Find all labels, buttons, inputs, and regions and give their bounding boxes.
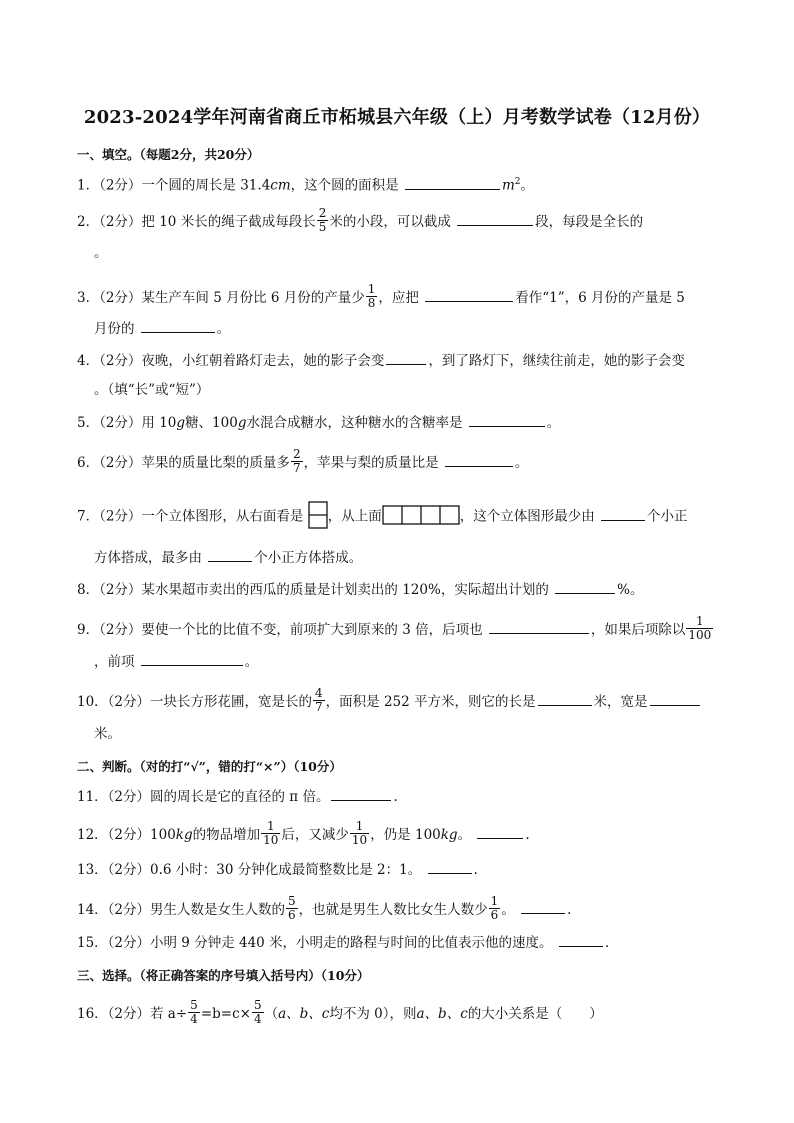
- question-10-cont: 米。: [94, 726, 121, 742]
- question-11: 11．（2分）圆的周长是它的直径的 π 倍。 .: [77, 789, 398, 805]
- question-5: 5．（2分）用 10g糖、100g水混合成糖水，这种糖水的含糖率是 。: [77, 415, 561, 431]
- answer-blank[interactable]: [141, 653, 243, 666]
- answer-blank[interactable]: [457, 213, 533, 226]
- answer-blank[interactable]: [538, 693, 592, 706]
- fraction: $\frac{1}{6}$: [490, 894, 499, 922]
- fraction: $\frac{5}{4}$: [253, 998, 262, 1026]
- question-9-cont: ，前项 。: [94, 654, 259, 670]
- answer-blank[interactable]: [386, 352, 426, 365]
- question-6: 6．（2分）苹果的质量比梨的质量多 $\frac{2}{7}$ ，苹果与梨的质量比是 。: [77, 447, 529, 475]
- answer-blank[interactable]: [601, 508, 645, 521]
- question-4: 4．（2分）夜晚，小红朝着路灯走去，她的影子会变 ，到了路灯下，继续往前走，她的影子会变: [77, 353, 685, 369]
- question-7-cont: 方体搭成，最多由 个小正方体搭成。: [94, 550, 363, 566]
- fraction: $\frac{1}{10}$: [351, 819, 368, 847]
- answer-blank[interactable]: [445, 454, 513, 467]
- answer-blank[interactable]: [555, 581, 615, 594]
- question-9: 9．（2分）要使一个比的比值不变，前项扩大到原来的 3 倍，后项也 ，如果后项除以 $\frac{1}{100}$: [77, 614, 712, 642]
- fraction: $\frac{5}{4}$: [190, 998, 198, 1026]
- section-heading-multiple-choice: 三、选择。（将正确答案的序号填入括号内）（10分）: [77, 968, 370, 983]
- page-title: 2023-2024学年河南省商丘市柘城县六年级（上）月考数学试卷（12月份）: [83, 107, 711, 128]
- answer-blank[interactable]: [405, 177, 500, 190]
- answer-blank[interactable]: [559, 934, 603, 947]
- answer-blank[interactable]: [477, 826, 523, 839]
- question-1: 1．（2分）一个圆的周长是 31.4cm，这个圆的面积是 $m^2$。: [77, 177, 534, 194]
- fraction: $\frac{1}{10}$: [263, 819, 279, 847]
- question-2-cont: 。: [94, 245, 108, 261]
- question-4-cont: 。（填“长”或“短”）: [94, 382, 210, 398]
- fraction: $\frac{1}{8}$: [367, 282, 376, 310]
- fraction: $\frac{1}{100}$: [688, 614, 712, 642]
- fraction: $\frac{2}{5}$: [318, 206, 327, 234]
- fraction: $\frac{2}{7}$: [292, 447, 301, 475]
- answer-blank[interactable]: [425, 289, 513, 302]
- question-15: 15．（2分）小明 9 分钟走 440 米，小明走的路程与时间的比值表示他的速度。 .: [77, 935, 610, 951]
- fraction: $\frac{5}{6}$: [288, 894, 296, 922]
- answer-blank[interactable]: [469, 414, 545, 427]
- question-8: 8．（2分）某水果超市卖出的西瓜的质量是计划卖出的 120%，实际超出计划的 %。: [77, 582, 644, 598]
- answer-blank[interactable]: [331, 788, 391, 801]
- answer-blank[interactable]: [489, 621, 589, 634]
- answer-blank[interactable]: [428, 861, 472, 874]
- question-2: 2．（2分）把 10 米长的绳子截成每段长 $\frac{2}{5}$ 米的小段，可以截成 段，每段是全长的: [77, 206, 644, 234]
- question-13: 13．（2分）0.6 小时：30 分钟化成最简整数比是 2：1。 .: [77, 862, 478, 878]
- fraction: $\frac{4}{7}$: [315, 686, 323, 714]
- top-view-figure: [382, 505, 460, 525]
- section-heading-fill-in: 一、填空。（每题2分，共20分）: [77, 147, 260, 162]
- answer-blank[interactable]: [141, 320, 215, 333]
- question-10: 10．（2分）一块长方形花圃，宽是长的 $\frac{4}{7}$ ，面积是 252 平方米，则它的长是 米，宽是: [77, 689, 702, 716]
- right-view-figure: [308, 501, 328, 529]
- question-7: 7．（2分）一个立体图形，从右面看是 ，从上面 ，这个立体图形最少由 个小正: [77, 503, 688, 531]
- answer-blank[interactable]: [521, 901, 565, 914]
- question-14: 14．（2分）男生人数是女生人数的 $\frac{5}{6}$ ，也就是男生人数比女生人数少 $\frac{1}{6}$ 。 .: [77, 894, 572, 922]
- question-12: 12．（2分）100kg的物品增加 $\frac{1}{10}$ 后，又减少 $\frac{1}{10}$ ，仍是 100kg。 .: [77, 819, 530, 847]
- question-3-cont: 月份的 。: [94, 321, 231, 337]
- section-heading-true-false: 二、判断。（对的打“√”，错的打“×”）（10分）: [77, 759, 342, 774]
- answer-blank[interactable]: [208, 549, 252, 562]
- question-3: 3．（2分）某生产车间 5 月份比 6 月份的产量少 $\frac{1}{8}$ ，应把 看作“1”，6 月份的产量是 5: [77, 282, 685, 310]
- question-16: 16．（2分）若 a÷ $\frac{5}{4}$ =b=c× $\frac{5}{4}$ （a、b、c均不为 0），则a、b、c的大小关系是（ ）: [77, 998, 603, 1026]
- answer-blank[interactable]: [650, 693, 700, 706]
